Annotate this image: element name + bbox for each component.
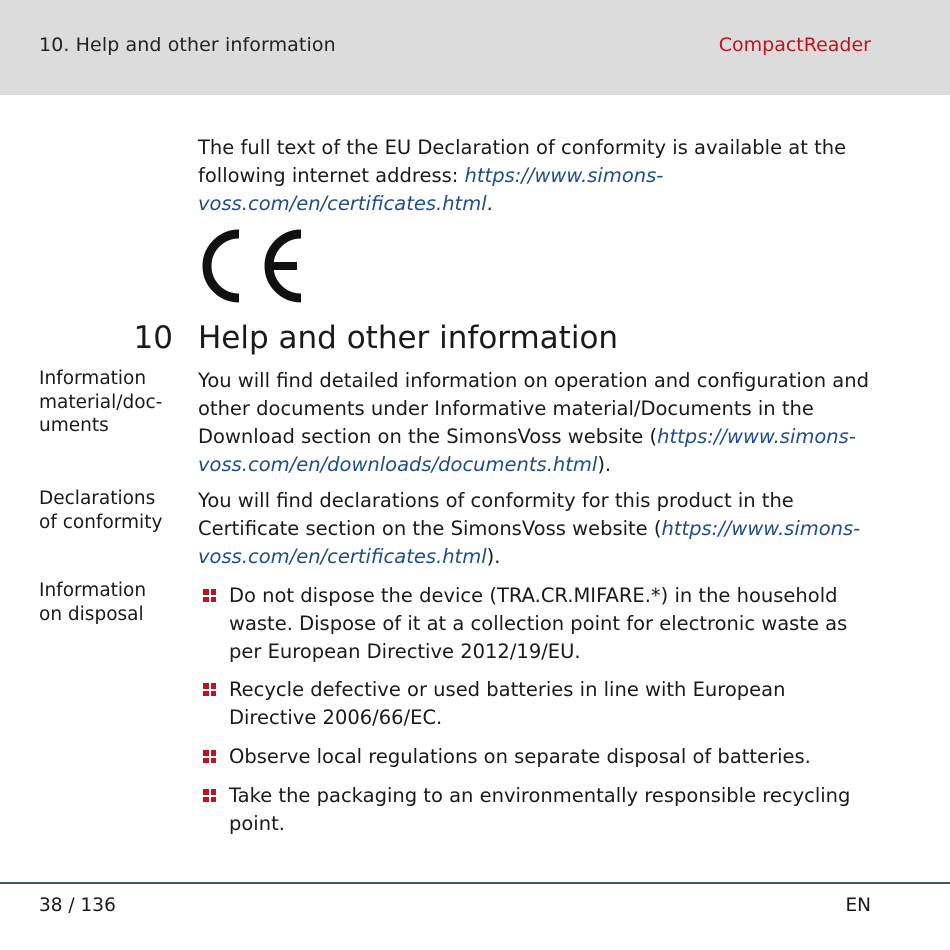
list-item	[198, 676, 870, 732]
page-number: 38 / 136	[39, 895, 116, 916]
language-code: EN	[845, 895, 871, 916]
disposal-bullet-text: Take the packaging to an environmentally responsible recycling point.	[229, 784, 851, 835]
red-square-bullet-icon	[203, 750, 216, 763]
disposal-bullet-text: Observe local regulations on separate disposal of batteries.	[229, 745, 811, 768]
side-label-line: Declarations	[39, 488, 156, 509]
side-label-declarations	[39, 487, 179, 534]
red-square-bullet-icon	[203, 589, 216, 602]
footer-divider	[0, 882, 950, 884]
documents-link[interactable]: https://www.simons-voss.com/en/downloads/documents.html	[198, 425, 856, 476]
list-item	[198, 782, 870, 838]
conformity-intro-paragraph	[198, 134, 870, 218]
info-material-paragraph	[198, 367, 870, 479]
header-section-title: 10. Help and other information	[39, 34, 336, 56]
conformity-intro-suffix: .	[486, 192, 493, 215]
list-item	[198, 743, 870, 771]
declarations-suffix: ).	[486, 545, 501, 568]
certificates-link[interactable]: https://www.simons-voss.com/en/certificates.html	[198, 164, 664, 215]
chapter-number: 10	[133, 320, 173, 356]
side-label-line: Information	[39, 580, 147, 601]
red-square-bullet-icon	[203, 789, 216, 802]
disposal-bullet-text: Do not dispose the device (TRA.CR.MIFARE.*) in the household waste. Dispose of it at a collection point for electronic waste as per European Directive 2012/19/EU.	[229, 584, 848, 663]
side-label-line: material/doc-	[39, 391, 163, 413]
red-square-bullet-icon	[203, 683, 216, 696]
side-label-line: uments	[39, 415, 109, 436]
side-label-line: of conformity	[39, 511, 163, 533]
page-header	[0, 0, 950, 95]
side-label-line: on disposal	[39, 603, 144, 625]
conformity-intro-text: The full text of the EU Declaration of conformity is available at the following internet address:	[198, 136, 847, 187]
declarations-paragraph	[198, 487, 870, 571]
declarations-certificates-link[interactable]: https://www.simons-voss.com/en/certificates.html	[198, 517, 861, 568]
declarations-text: You will find declarations of conformity for this product in the Certificate section on the SimonsVoss website (	[198, 489, 794, 540]
chapter-title: Help and other information	[198, 320, 619, 356]
ce-mark-icon	[197, 226, 307, 306]
side-label-line: Information	[39, 368, 147, 389]
info-material-text: You will find detailed information on operation and configuration and other documents under Informative material/Documents in the Download section on the SimonsVoss website (	[198, 369, 869, 448]
list-item	[198, 582, 870, 666]
side-label-disposal	[39, 579, 179, 626]
disposal-bullet-text: Recycle defective or used batteries in line with European Directive 2006/66/EC.	[229, 678, 786, 729]
header-product-name: CompactReader	[718, 34, 871, 56]
side-label-info-material	[39, 367, 179, 438]
info-material-suffix: ).	[597, 453, 612, 476]
